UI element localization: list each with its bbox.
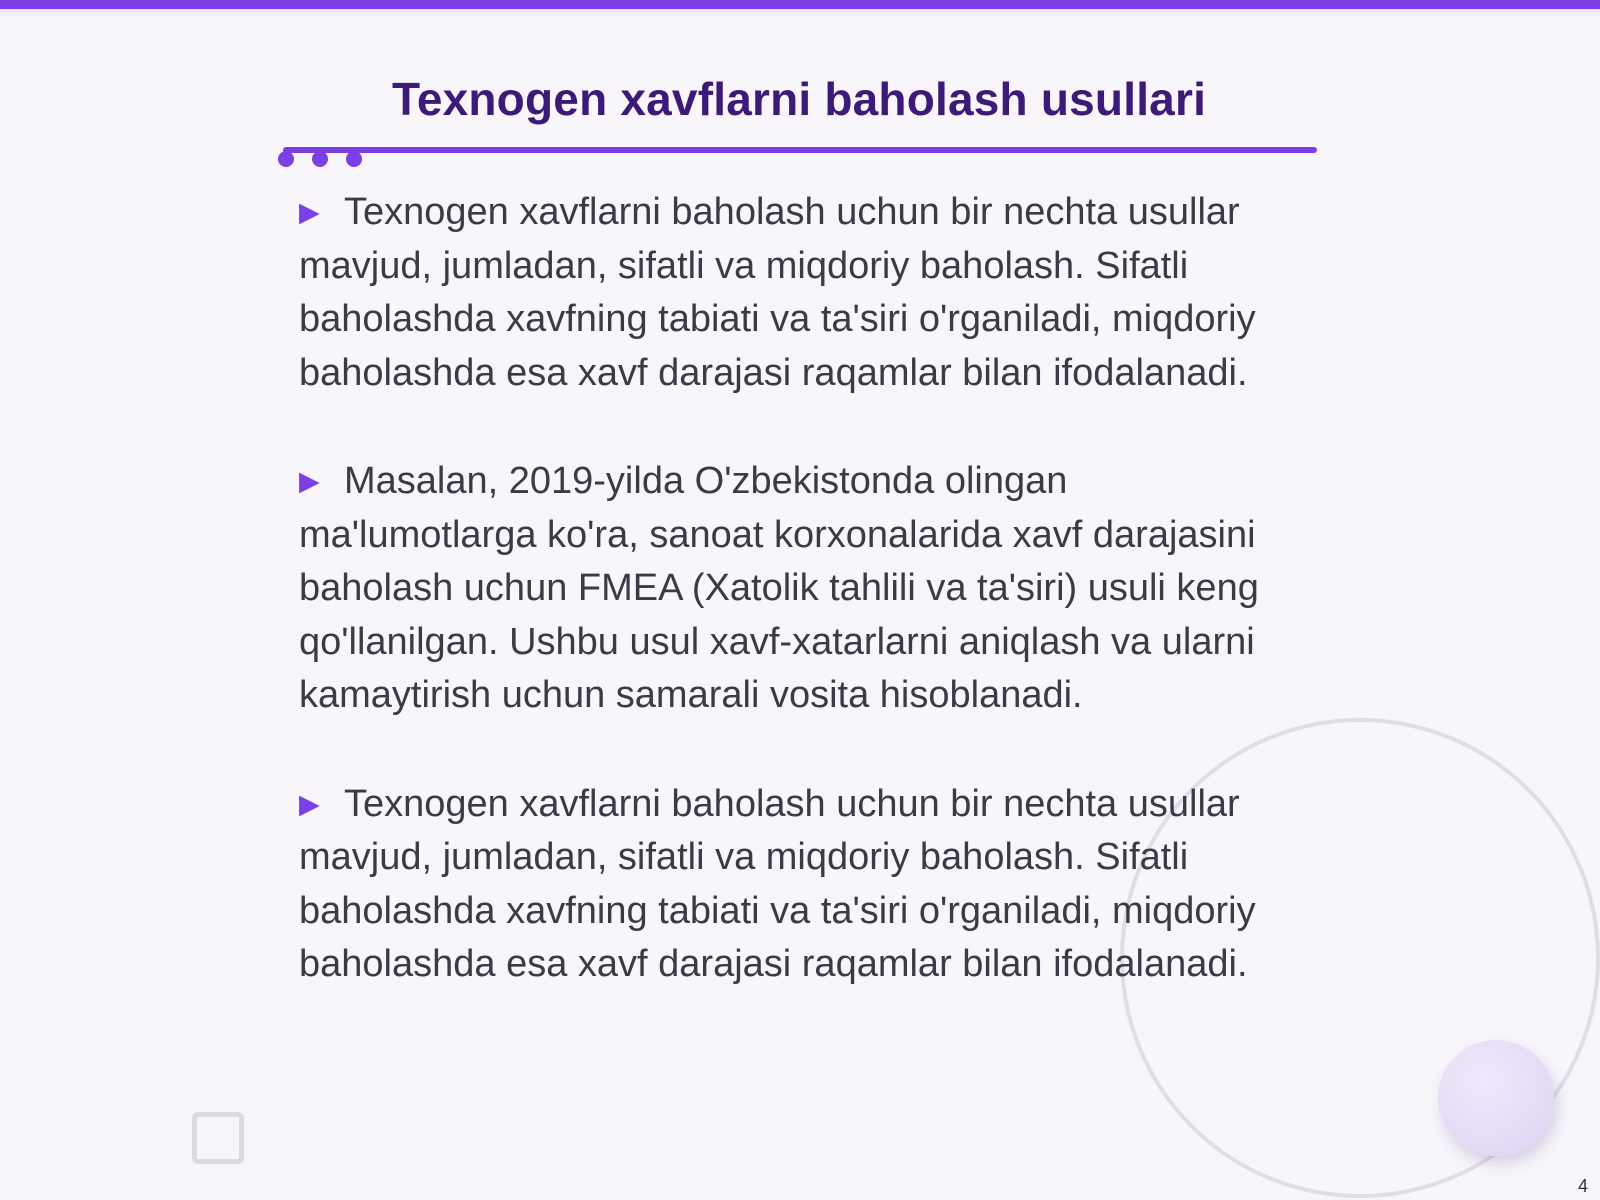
triangle-right-icon: ▶	[299, 788, 320, 819]
top-accent-shadow	[0, 9, 1600, 17]
decorative-square	[192, 1112, 244, 1164]
title-underline	[283, 147, 1317, 153]
paragraph-text: Texnogen xavflarni baholash uchun bir nechta usullar mavjud, jumladan, sifatli va miqdoriy baholash. Sifatli baholashda xavfning tabiati va ta'siri o'rganiladi, miqdoriy baholashda esa xavf darajasi raqamlar bilan ifodalanadi.	[299, 782, 1256, 985]
underline-dot	[346, 151, 362, 167]
decorative-bubble	[1438, 1040, 1554, 1156]
page-number: 4	[1577, 1176, 1588, 1196]
underline-dot	[278, 151, 294, 167]
bullet-paragraph	[299, 186, 1309, 400]
top-accent-bar	[0, 0, 1600, 9]
triangle-right-icon: ▶	[299, 197, 320, 227]
underline-dot	[312, 151, 328, 167]
triangle-right-icon: ▶	[299, 466, 320, 496]
paragraph-text: Texnogen xavflarni baholash uchun bir nechta usullar mavjud, jumladan, sifatli va miqdoriy baholash. Sifatli baholashda xavfning tabiati va ta'siri o'rganiladi, miqdoriy baholashda esa xavf darajasi raqamlar bilan ifodalanadi.	[299, 191, 1256, 394]
bullet-paragraph	[299, 455, 1309, 723]
slide-title: Texnogen xavflarni baholash usullari	[391, 73, 1207, 125]
paragraph-text: Masalan, 2019-yilda O'zbekistonda olingan ma'lumotlarga ko'ra, sanoat korxonalarida xavf darajasini baholash uchun FMEA (Xatolik tahlili va ta'siri) usuli keng qo'llanilgan. Ushbu usul xavf-xatarlarni aniqlash va ularni kamaytirish uchun samarali vosita hisoblanadi.	[299, 460, 1259, 716]
bullet-paragraph	[299, 778, 1309, 992]
slide-body	[299, 186, 1309, 1047]
